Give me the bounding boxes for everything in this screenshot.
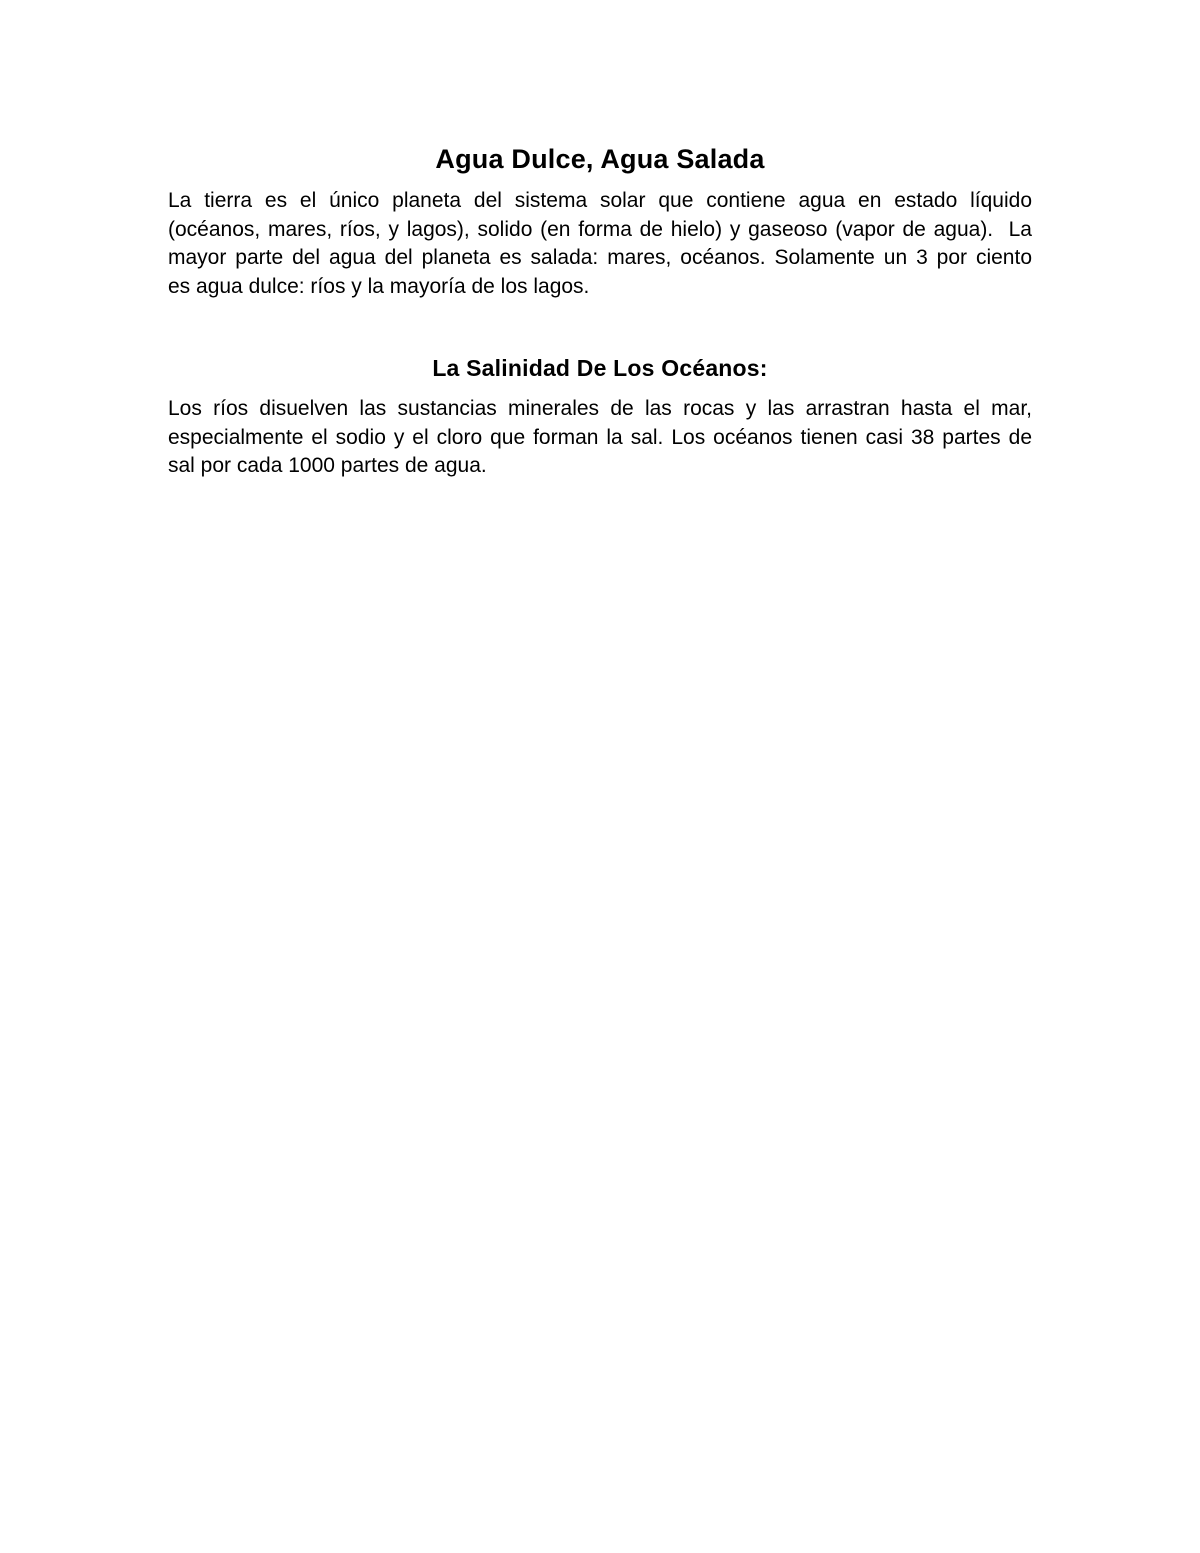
intro-paragraph-line-2: (océanos, mares, ríos, y lagos), solido (en forma de hielo) y gaseoso (vapor de agua). La xyxy=(168,217,1032,241)
document-content xyxy=(168,0,1032,481)
intro-paragraph-line-4: es agua dulce: ríos y la mayoría de los lagos. xyxy=(168,274,590,298)
salinity-paragraph-line-1: Los ríos disuelven las sustancias minerales de las rocas y las arrastran hasta el mar, xyxy=(168,397,1032,420)
intro-paragraph-line-1: La tierra es el único planeta del sistema solar que contiene agua en estado líquido xyxy=(168,189,1032,212)
salinity-section-heading: La Salinidad De Los Océanos: xyxy=(432,355,768,381)
salinity-paragraph xyxy=(168,395,1032,481)
salinity-paragraph-line-2: especialmente el sodio y el cloro que forman la sal. Los océanos tienen casi 38 partes de xyxy=(168,425,1032,449)
document-title: Agua Dulce, Agua Salada xyxy=(435,144,765,174)
intro-paragraph xyxy=(168,187,1032,301)
intro-paragraph-line-3: mayor parte del agua del planeta es salada: mares, océanos. Solamente un 3 por ciento xyxy=(168,246,1032,269)
salinity-paragraph-line-3: sal por cada 1000 partes de agua. xyxy=(168,454,487,477)
